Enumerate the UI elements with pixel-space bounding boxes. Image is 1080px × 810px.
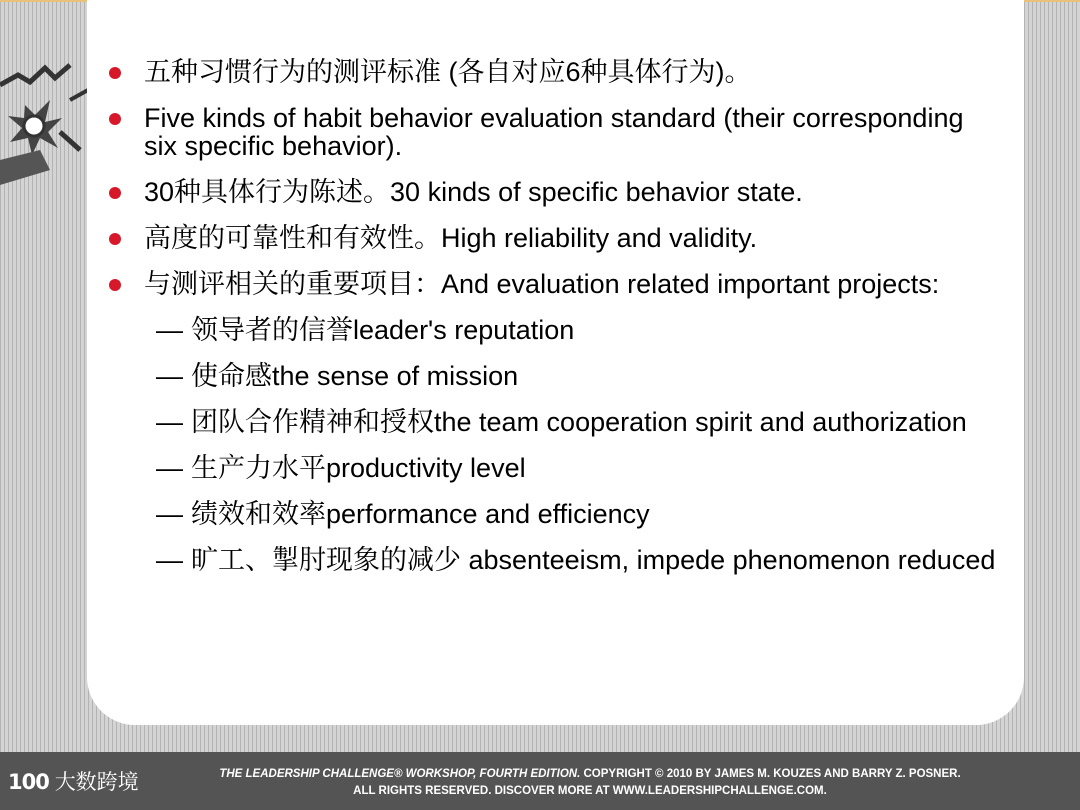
bullet-item [103, 58, 1003, 86]
slide-content [103, 58, 1003, 592]
bullet-text: 高度的可靠性和有效性。High reliability and validity. [144, 223, 758, 253]
sub-item-text: 绩效和效率performance and efficiency [191, 499, 650, 529]
sub-item-text: 团队合作精神和授权the team cooperation spirit and authorization [191, 407, 967, 437]
bullet-text: 30种具体行为陈述。30 kinds of specific behavior state. [144, 177, 803, 207]
red-bullet-icon [109, 233, 121, 245]
sub-item [103, 362, 1003, 390]
workshop-title: THE LEADERSHIP CHALLENGE® WORKSHOP, FOURTH EDITION. [219, 768, 581, 780]
sub-item-text: 使命感the sense of mission [191, 361, 519, 391]
dash-marker: — [156, 407, 183, 437]
sub-item-text: 领导者的信誉leader's reputation [191, 315, 575, 345]
sub-item-text: 生产力水平productivity level [191, 453, 526, 483]
sub-item [103, 454, 1003, 482]
sub-item [103, 316, 1003, 344]
copyright-text: COPYRIGHT © 2010 BY JAMES M. KOUZES AND BARRY Z. POSNER. [580, 768, 961, 780]
footer-bar [0, 752, 1080, 810]
spark-burst-icon [0, 60, 95, 190]
sub-item [103, 408, 1003, 436]
sub-item [103, 546, 1003, 574]
bullet-item [103, 104, 1003, 160]
dash-marker: — [156, 361, 183, 391]
rights-line: ALL RIGHTS RESERVED. DISCOVER MORE AT WWW.LEADERSHIPCHALLENGE.COM. [353, 785, 827, 797]
bullet-text: 与测评相关的重要项目：And evaluation related important projects: [144, 269, 940, 299]
sub-item-text: 旷工、掣肘现象的减少 absenteeism, impede phenomenon reduced [191, 545, 996, 575]
bullet-text: 五种习惯行为的测评标准 (各自对应6种具体行为)。 [144, 57, 752, 87]
copyright-line [140, 768, 1040, 780]
red-bullet-icon [109, 187, 121, 199]
bullet-item [103, 224, 1003, 252]
dash-marker: — [156, 453, 183, 483]
dash-marker: — [156, 499, 183, 529]
logo-text: 大数跨境 [54, 771, 139, 794]
red-bullet-icon [109, 279, 121, 291]
bullet-item [103, 270, 1003, 298]
dash-marker: — [156, 315, 183, 345]
sub-item [103, 500, 1003, 528]
bullet-item [103, 178, 1003, 206]
red-bullet-icon [109, 113, 121, 125]
dash-marker: — [156, 545, 183, 575]
logo-mark: 100 [8, 770, 49, 794]
watermark-logo [8, 766, 139, 796]
bullet-text: Five kinds of habit behavior evaluation standard (their corresponding six specific behavior). [144, 103, 964, 161]
red-bullet-icon [109, 67, 121, 79]
